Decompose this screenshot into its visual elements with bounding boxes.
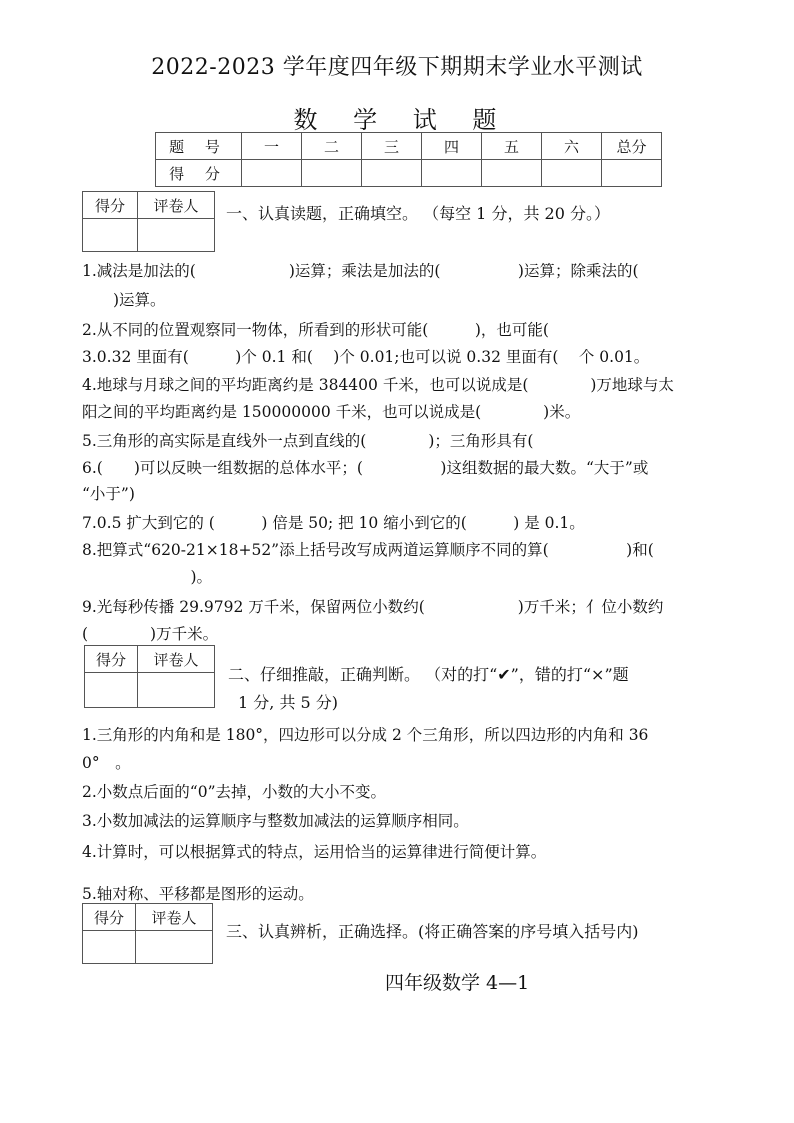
grader-score-label: 得分: [83, 904, 136, 931]
score-cell-2: 二: [302, 133, 362, 160]
grader-score-input[interactable]: [83, 219, 138, 252]
score-input-2[interactable]: [302, 160, 362, 187]
score-cell-3: 三: [362, 133, 422, 160]
section-2-heading-cont: 1 分, 共 5 分): [238, 693, 339, 712]
score-input-5[interactable]: [482, 160, 542, 187]
grader-box-1: [82, 191, 215, 252]
page-footer: 四年级数学 4—1: [385, 972, 530, 994]
question-line: )。: [82, 568, 213, 586]
question-line: 3.小数加减法的运算顺序与整数加减法的运算顺序相同。: [82, 812, 469, 830]
score-cell-label: 题 号: [156, 133, 242, 160]
score-row-label: 得 分: [156, 160, 242, 187]
question-line: 8.把算式“620-21×18+52”添上括号改写成两道运算顺序不同的算( )和(: [82, 541, 654, 559]
score-cell-total: 总分: [602, 133, 662, 160]
question-line: 4.计算时，可以根据算式的特点，运用恰当的运算律进行简便计算。: [82, 843, 547, 861]
exam-title: 2022-2023 学年度四年级下期期末学业水平测试: [151, 55, 643, 80]
question-line: 0° 。: [82, 754, 131, 772]
score-input-1[interactable]: [242, 160, 302, 187]
question-line: 3.0.32 里面有( )个 0.1 和( )个 0.01;也可以说 0.32 里面有( 个 0.01。: [82, 348, 650, 366]
question-line: “小于”): [82, 485, 135, 503]
question-line: 6.( )可以反映一组数据的总体水平；( )这组数据的最大数。“大于”或: [82, 459, 649, 477]
question-line: 4.地球与月球之间的平均距离约是 384400 千米，也可以说成是( )万地球与太: [82, 376, 674, 394]
question-line: 5.三角形的高实际是直线外一点到直线的( )；三角形具有(: [82, 432, 534, 450]
grader-name-input[interactable]: [138, 219, 215, 252]
question-line: )运算。: [82, 291, 166, 309]
question-line: 7.0.5 扩大到它的 ( ) 倍是 50; 把 10 缩小到它的( ) 是 0.1。: [82, 514, 585, 532]
question-line: 9.光每秒传播 29.9792 万千米，保留两位小数约( )万千米；亻位小数约: [82, 598, 664, 616]
grader-name-label: 评卷人: [138, 192, 215, 219]
question-line: 2.小数点后面的“0”去掉，小数的大小不变。: [82, 783, 386, 801]
grader-score-input[interactable]: [83, 931, 136, 964]
score-cell-5: 五: [482, 133, 542, 160]
grader-score-input[interactable]: [85, 673, 138, 708]
score-cell-4: 四: [422, 133, 482, 160]
score-input-6[interactable]: [542, 160, 602, 187]
question-line: 5.轴对称、平移都是图形的运动。: [82, 885, 314, 903]
score-table-score-row: [156, 160, 662, 187]
grader-name-label: 评卷人: [136, 904, 213, 931]
grader-box-3: [82, 903, 213, 964]
score-input-4[interactable]: [422, 160, 482, 187]
question-line: 2.从不同的位置观察同一物体，所看到的形状可能( )，也可能(: [82, 321, 549, 339]
grader-name-input[interactable]: [138, 673, 215, 708]
section-1-heading: 一、认真读题，正确填空。 （每空 1 分，共 20 分。）: [226, 204, 610, 223]
section-3-heading: 三、认真辨析，正确选择。(将正确答案的序号填入括号内): [226, 922, 639, 941]
score-cell-1: 一: [242, 133, 302, 160]
question-line: 1.减法是加法的( )运算；乘法是加法的( )运算；除乘法的(: [82, 262, 639, 280]
score-table: [155, 132, 662, 187]
grader-score-label: 得分: [83, 192, 138, 219]
question-line: ( )万千米。: [82, 625, 219, 643]
score-table-header-row: [156, 133, 662, 160]
section-2-heading: 二、仔细推敲，正确判断。 （对的打“✔”，错的打“×”题: [228, 665, 629, 684]
exam-subtitle: 数 学 试 题: [293, 106, 511, 134]
grader-score-label: 得分: [85, 646, 138, 673]
score-input-total[interactable]: [602, 160, 662, 187]
score-input-3[interactable]: [362, 160, 422, 187]
grader-name-input[interactable]: [136, 931, 213, 964]
question-line: 阳之间的平均距离约是 150000000 千米，也可以说成是( )米。: [82, 403, 581, 421]
grader-name-label: 评卷人: [138, 646, 215, 673]
grader-box-2: [84, 645, 215, 708]
question-line: 1.三角形的内角和是 180°，四边形可以分成 2 个三角形，所以四边形的内角和 36: [82, 726, 649, 744]
score-cell-6: 六: [542, 133, 602, 160]
